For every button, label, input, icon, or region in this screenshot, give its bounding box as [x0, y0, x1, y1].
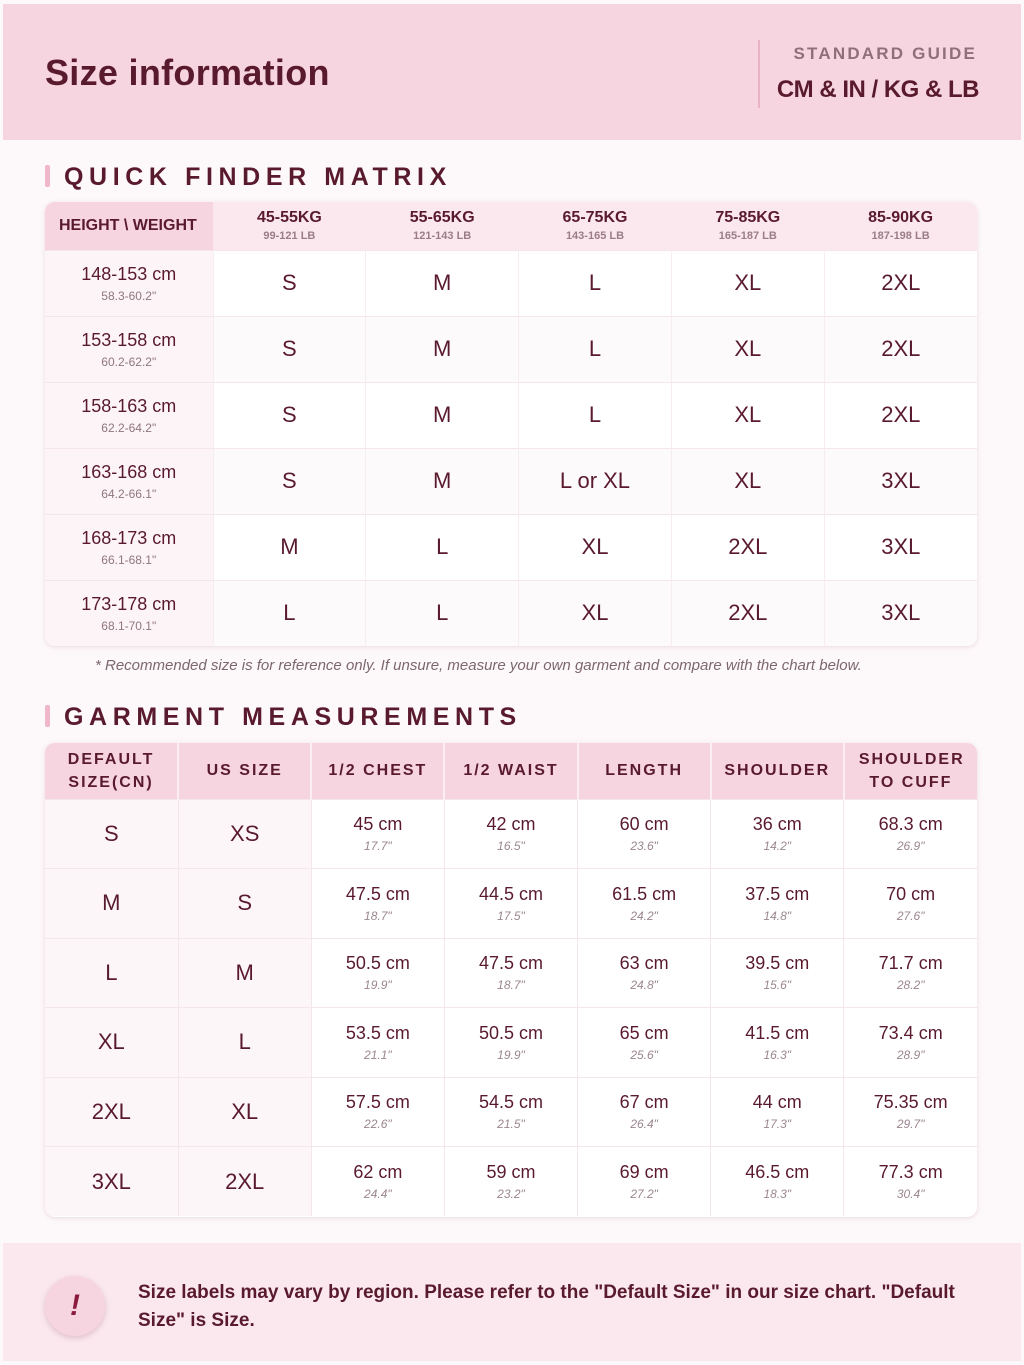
column-header: US SIZE — [178, 743, 311, 799]
size-cell: XL — [519, 514, 672, 580]
measure-in: 19.9" — [364, 978, 392, 993]
cn-size-cell: 3XL — [45, 1147, 178, 1217]
size-cell: XL — [671, 448, 824, 514]
measure-cm: 60 cm — [619, 814, 669, 835]
quick-finder-heading — [45, 163, 452, 192]
weight-kg: 85-90KG — [868, 209, 934, 227]
measure-cm: 57.5 cm — [345, 1092, 410, 1113]
measure-cell — [311, 799, 444, 869]
garment-table — [45, 743, 977, 1217]
measure-cm: 39.5 cm — [745, 953, 810, 974]
size-cell: S — [213, 316, 366, 382]
size-cell: L — [519, 250, 672, 316]
measure-cm: 42 cm — [486, 814, 536, 835]
size-cell: XL — [519, 580, 672, 646]
measure-in: 26.9" — [896, 839, 925, 854]
weight-kg: 45-55KG — [256, 209, 322, 227]
measure-in: 15.6" — [763, 978, 792, 993]
height-cell — [45, 316, 213, 382]
us-size-cell: M — [178, 938, 311, 1008]
garment-heading — [45, 703, 522, 732]
measure-in: 16.5" — [497, 839, 525, 854]
measure-in: 29.7" — [896, 1117, 925, 1132]
table-row — [45, 799, 977, 869]
table-row — [45, 514, 977, 580]
measure-cell — [444, 1077, 577, 1147]
guide-label: STANDARD GUIDE — [793, 44, 977, 63]
garment-header-row — [45, 743, 977, 799]
heading-accent-bar — [45, 165, 50, 187]
quick-finder-header-row — [45, 202, 977, 250]
size-cell: L — [366, 580, 519, 646]
size-cell: M — [213, 514, 366, 580]
us-size-cell: 2XL — [178, 1147, 311, 1217]
size-cell: M — [366, 250, 519, 316]
weight-header — [213, 202, 366, 250]
weight-header — [671, 202, 824, 250]
size-cell: L — [519, 316, 672, 382]
height-in: 58.3-60.2" — [101, 288, 157, 303]
measure-in: 23.6" — [630, 839, 658, 854]
column-header: SHOULDER TO CUFF — [844, 743, 977, 799]
measure-cm: 45 cm — [353, 814, 403, 835]
measure-in: 28.2" — [896, 978, 925, 993]
measure-cell — [711, 1008, 844, 1078]
column-header: 1/2 CHEST — [311, 743, 444, 799]
measure-cell — [844, 1077, 977, 1147]
guide-units: CM & IN / KG & LB — [776, 76, 979, 103]
table-row — [45, 1147, 977, 1217]
table-row — [45, 580, 977, 646]
measure-cell — [844, 1008, 977, 1078]
height-in: 64.2-66.1" — [101, 486, 157, 501]
height-cm: 158-163 cm — [81, 395, 177, 416]
measure-cell — [711, 869, 844, 939]
column-header: DEFAULT SIZE(CN) — [45, 743, 178, 799]
cn-size-cell: 2XL — [45, 1077, 178, 1147]
height-in: 62.2-64.2" — [101, 420, 157, 435]
weight-kg: 75-85KG — [715, 209, 781, 227]
weight-lb: 187-198 LB — [871, 230, 930, 243]
size-cell: M — [366, 382, 519, 448]
size-cell: S — [213, 448, 366, 514]
size-cell: 2XL — [671, 514, 824, 580]
us-size-cell: S — [178, 869, 311, 939]
measure-cell — [311, 938, 444, 1008]
measure-cell — [844, 1147, 977, 1217]
measure-cell — [711, 938, 844, 1008]
measure-in: 22.6" — [364, 1117, 392, 1132]
measure-cm: 75.35 cm — [873, 1092, 948, 1113]
heading-accent-bar — [45, 705, 50, 727]
us-size-cell: XS — [178, 799, 311, 869]
column-header: LENGTH — [578, 743, 711, 799]
measure-cell — [578, 1008, 711, 1078]
cn-size-cell: S — [45, 799, 178, 869]
column-header: 1/2 WAIST — [444, 743, 577, 799]
page-title: Size information — [45, 52, 330, 93]
measure-in: 18.7" — [497, 978, 525, 993]
measure-cm: 62 cm — [353, 1162, 403, 1182]
notice-text: Size labels may vary by region. Please refer to the "Default Size" in our size chart. "Default Size" is Size. — [138, 1282, 955, 1331]
size-cell: L or XL — [519, 448, 672, 514]
measure-in: 24.8" — [630, 978, 658, 993]
measure-cell — [311, 1008, 444, 1078]
size-cell: S — [213, 250, 366, 316]
measure-cell — [444, 869, 577, 939]
size-cell: 2XL — [671, 580, 824, 646]
size-cell: XL — [671, 316, 824, 382]
measure-in: 27.2" — [630, 1187, 658, 1201]
garment-title: GARMENT MEASUREMENTS — [64, 703, 522, 731]
measure-cm: 69 cm — [619, 1162, 669, 1182]
measure-cm: 44 cm — [752, 1092, 802, 1113]
measure-cell — [444, 1008, 577, 1078]
measure-cm: 67 cm — [619, 1092, 669, 1113]
table-row — [45, 869, 977, 939]
measure-cm: 61.5 cm — [612, 883, 677, 904]
measure-cell — [578, 799, 711, 869]
size-cell: 3XL — [824, 514, 977, 580]
height-cm: 168-173 cm — [81, 527, 177, 548]
measure-cm: 54.5 cm — [478, 1092, 543, 1113]
measure-cm: 46.5 cm — [745, 1162, 810, 1182]
weight-lb: 165-187 LB — [718, 230, 777, 243]
table-row — [45, 316, 977, 382]
measure-cell — [711, 1147, 844, 1217]
size-cell: 3XL — [824, 448, 977, 514]
weight-header — [366, 202, 519, 250]
measure-cm: 53.5 cm — [345, 1022, 410, 1043]
measure-cell — [444, 799, 577, 869]
measure-cm: 37.5 cm — [745, 883, 810, 904]
measure-in: 23.2" — [497, 1187, 525, 1201]
measure-cm: 63 cm — [619, 953, 669, 974]
measure-cell — [311, 1077, 444, 1147]
height-in: 60.2-62.2" — [101, 354, 157, 369]
weight-lb: 121-143 LB — [413, 230, 472, 243]
size-cell: S — [213, 382, 366, 448]
us-size-cell: L — [178, 1008, 311, 1078]
corner-header: HEIGHT \ WEIGHT — [45, 202, 213, 250]
quick-finder-table — [45, 202, 977, 646]
measure-cm: 59 cm — [486, 1162, 536, 1182]
measure-in: 28.9" — [896, 1047, 925, 1062]
measure-in: 27.6" — [896, 908, 925, 923]
size-cell: L — [366, 514, 519, 580]
measure-cell — [844, 869, 977, 939]
size-cell: 2XL — [824, 316, 977, 382]
measure-cm: 71.7 cm — [878, 953, 943, 974]
height-cm: 163-168 cm — [81, 461, 177, 482]
measure-in: 21.5" — [497, 1117, 525, 1132]
us-size-cell: XL — [178, 1077, 311, 1147]
cn-size-cell: L — [45, 938, 178, 1008]
weight-header — [519, 202, 672, 250]
measure-in: 30.4" — [896, 1187, 925, 1201]
height-cell — [45, 250, 213, 316]
size-cell: 3XL — [824, 580, 977, 646]
height-cm: 153-158 cm — [81, 329, 177, 350]
table-row — [45, 448, 977, 514]
table-row — [45, 250, 977, 316]
weight-lb: 143-165 LB — [565, 230, 625, 243]
measure-in: 14.2" — [763, 839, 792, 854]
column-header: SHOULDER — [711, 743, 844, 799]
header-divider — [758, 40, 760, 108]
table-row — [45, 1077, 977, 1147]
size-cell: XL — [671, 382, 824, 448]
height-cell — [45, 382, 213, 448]
table-row — [45, 938, 977, 1008]
size-cell: L — [213, 580, 366, 646]
measure-cell — [578, 938, 711, 1008]
measure-in: 25.6" — [630, 1047, 658, 1062]
quick-finder-title: QUICK FINDER MATRIX — [64, 163, 452, 191]
height-in: 68.1-70.1" — [101, 618, 157, 633]
height-cm: 148-153 cm — [81, 263, 177, 284]
measure-cm: 68.3 cm — [878, 814, 943, 835]
weight-lb: 99-121 LB — [263, 230, 316, 243]
height-cell — [45, 514, 213, 580]
table-row — [45, 382, 977, 448]
measure-cell — [578, 869, 711, 939]
cn-size-cell: M — [45, 869, 178, 939]
measure-in: 17.5" — [497, 908, 525, 923]
measure-cm: 41.5 cm — [745, 1022, 810, 1043]
measure-in: 26.4" — [630, 1117, 658, 1132]
measure-cell — [578, 1147, 711, 1217]
height-cell — [45, 580, 213, 646]
reference-note: * Recommended size is for reference only. If unsure, measure your own garment and compare with the chart below. — [95, 657, 862, 674]
measure-in: 24.2" — [630, 908, 658, 923]
measure-cell — [711, 1077, 844, 1147]
height-cell — [45, 448, 213, 514]
measure-in: 14.8" — [763, 908, 792, 923]
size-cell: 2XL — [824, 382, 977, 448]
measure-cell — [311, 869, 444, 939]
measure-cell — [444, 1147, 577, 1217]
measure-cm: 47.5 cm — [478, 953, 543, 974]
table-row — [45, 1008, 977, 1078]
measure-cell — [844, 799, 977, 869]
measure-in: 17.3" — [763, 1117, 792, 1132]
size-cell: XL — [671, 250, 824, 316]
weight-kg: 65-75KG — [562, 209, 628, 227]
height-cm: 173-178 cm — [81, 593, 177, 614]
measure-cm: 65 cm — [619, 1022, 669, 1043]
page-header — [3, 4, 1021, 140]
measure-cm: 36 cm — [752, 814, 802, 835]
size-cell: M — [366, 448, 519, 514]
measure-in: 17.7" — [364, 839, 392, 854]
measure-in: 18.3" — [763, 1187, 792, 1201]
measure-cm: 70 cm — [886, 883, 936, 904]
measure-cm: 50.5 cm — [345, 953, 410, 974]
measure-cell — [844, 938, 977, 1008]
size-cell: M — [366, 316, 519, 382]
measure-cell — [311, 1147, 444, 1217]
measure-in: 24.4" — [364, 1187, 392, 1201]
measure-cell — [711, 799, 844, 869]
measure-in: 18.7" — [364, 908, 392, 923]
exclamation-icon: ! — [45, 1276, 105, 1336]
region-notice — [3, 1243, 1021, 1361]
measure-cm: 77.3 cm — [878, 1162, 943, 1182]
measure-cm: 73.4 cm — [878, 1022, 943, 1043]
measure-cm: 50.5 cm — [478, 1022, 543, 1043]
measure-cell — [444, 938, 577, 1008]
measure-in: 19.9" — [497, 1047, 525, 1062]
weight-kg: 55-65KG — [409, 209, 475, 227]
height-in: 66.1-68.1" — [101, 552, 157, 567]
measure-cell — [578, 1077, 711, 1147]
size-cell: L — [519, 382, 672, 448]
weight-header — [824, 202, 977, 250]
measure-in: 16.3" — [763, 1047, 792, 1062]
measure-in: 21.1" — [364, 1047, 392, 1062]
size-cell: 2XL — [824, 250, 977, 316]
measure-cm: 47.5 cm — [345, 883, 410, 904]
cn-size-cell: XL — [45, 1008, 178, 1078]
measure-cm: 44.5 cm — [478, 883, 543, 904]
